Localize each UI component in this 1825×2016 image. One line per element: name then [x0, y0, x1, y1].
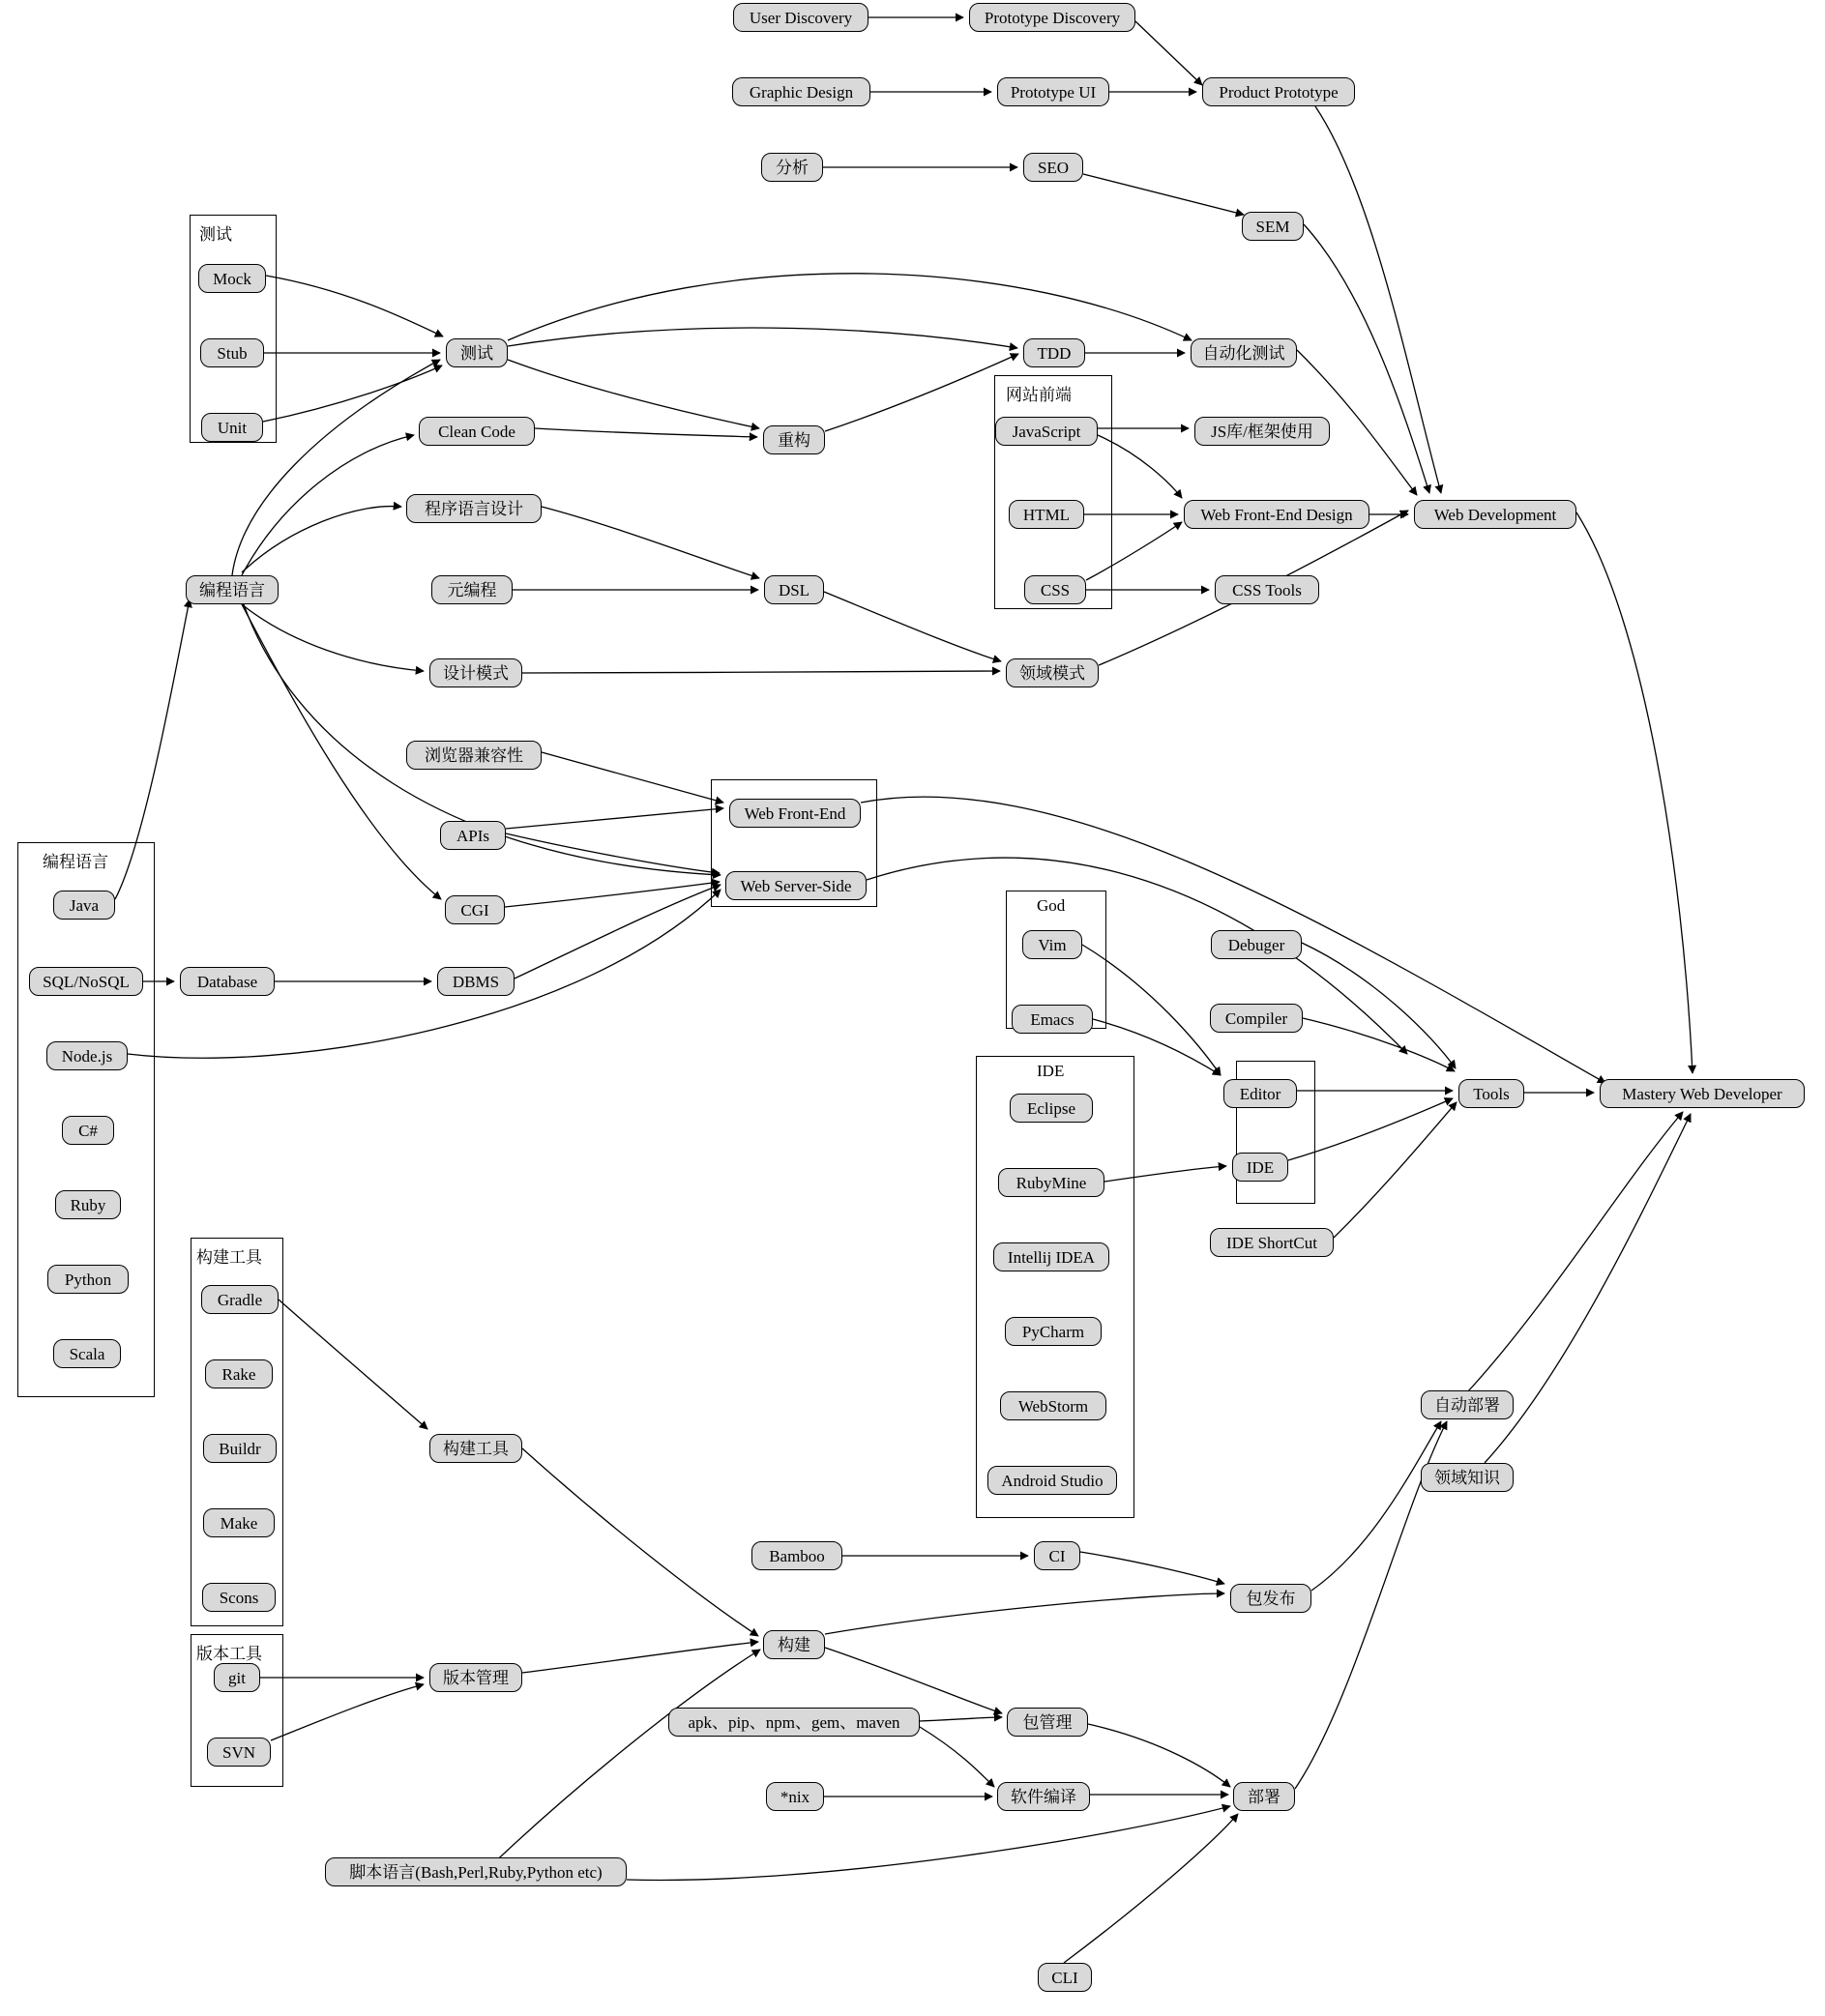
- node-compiler[interactable]: Compiler: [1210, 1004, 1303, 1033]
- node-rubymine[interactable]: RubyMine: [998, 1168, 1104, 1197]
- node-domain-patterns[interactable]: 领域模式: [1006, 658, 1099, 687]
- node-make[interactable]: Make: [203, 1508, 275, 1537]
- node-webstorm[interactable]: WebStorm: [1000, 1391, 1106, 1420]
- node-cgi[interactable]: CGI: [445, 895, 505, 924]
- node-css[interactable]: CSS: [1024, 575, 1086, 604]
- node-metaprogramming[interactable]: 元编程: [431, 575, 513, 604]
- node-pycharm[interactable]: PyCharm: [1005, 1317, 1102, 1346]
- node-buildr[interactable]: Buildr: [203, 1434, 277, 1463]
- node-ci[interactable]: CI: [1034, 1541, 1080, 1570]
- node-sql-nosql[interactable]: SQL/NoSQL: [29, 967, 143, 996]
- cluster-programming-languages-label: 编程语言: [43, 853, 108, 871]
- node-web-front-end-design[interactable]: Web Front-End Design: [1184, 500, 1369, 529]
- cluster-build-tools-label: 构建工具: [196, 1248, 262, 1267]
- node-browser-compatibility[interactable]: 浏览器兼容性: [406, 741, 542, 770]
- node-analysis[interactable]: 分析: [761, 153, 823, 182]
- node-web-server-side[interactable]: Web Server-Side: [725, 871, 867, 900]
- node-apis[interactable]: APIs: [440, 821, 506, 850]
- node-sem[interactable]: SEM: [1242, 212, 1304, 241]
- node-bamboo[interactable]: Bamboo: [751, 1541, 842, 1570]
- cluster-website-frontend-label: 网站前端: [1006, 386, 1072, 404]
- node-ruby[interactable]: Ruby: [55, 1190, 121, 1219]
- cluster-ide: [976, 1056, 1134, 1518]
- node-design-patterns[interactable]: 设计模式: [429, 658, 522, 687]
- node-software-compile[interactable]: 软件编译: [997, 1782, 1090, 1811]
- node-build-tool[interactable]: 构建工具: [429, 1434, 522, 1463]
- node-auto-deploy[interactable]: 自动部署: [1421, 1390, 1514, 1419]
- node-cli[interactable]: CLI: [1038, 1963, 1092, 1992]
- node-prototype-discovery[interactable]: Prototype Discovery: [969, 3, 1135, 32]
- node-database[interactable]: Database: [180, 967, 275, 996]
- node-seo[interactable]: SEO: [1023, 153, 1083, 182]
- node-testing[interactable]: 测试: [446, 338, 508, 367]
- cluster-test: [190, 215, 277, 443]
- node-mastery-web-developer[interactable]: Mastery Web Developer: [1600, 1079, 1805, 1108]
- cluster-ide-label: IDE: [1037, 1062, 1065, 1080]
- cluster-test-label: 测试: [199, 225, 232, 244]
- cluster-version-tools-label: 版本工具: [196, 1645, 262, 1663]
- node-javascript[interactable]: JavaScript: [995, 417, 1098, 446]
- node-user-discovery[interactable]: User Discovery: [733, 3, 868, 32]
- node-csharp[interactable]: C#: [62, 1116, 114, 1145]
- node-scala[interactable]: Scala: [53, 1339, 121, 1368]
- node-vim[interactable]: Vim: [1022, 930, 1082, 959]
- node-programming-language[interactable]: 编程语言: [186, 575, 279, 604]
- node-tdd[interactable]: TDD: [1023, 338, 1085, 367]
- node-debuger[interactable]: Debuger: [1211, 930, 1302, 959]
- node-dsl[interactable]: DSL: [764, 575, 824, 604]
- node-git[interactable]: git: [214, 1663, 260, 1692]
- node-html[interactable]: HTML: [1009, 500, 1084, 529]
- node-nix[interactable]: *nix: [766, 1782, 824, 1811]
- node-java[interactable]: Java: [53, 891, 115, 920]
- node-emacs[interactable]: Emacs: [1012, 1005, 1093, 1034]
- node-python[interactable]: Python: [47, 1265, 129, 1294]
- node-mock[interactable]: Mock: [198, 264, 266, 293]
- node-web-development[interactable]: Web Development: [1414, 500, 1576, 529]
- node-editor[interactable]: Editor: [1223, 1079, 1297, 1108]
- node-android-studio[interactable]: Android Studio: [987, 1466, 1117, 1495]
- node-svn[interactable]: SVN: [207, 1738, 271, 1767]
- node-automated-testing[interactable]: 自动化测试: [1191, 338, 1297, 367]
- node-gradle[interactable]: Gradle: [201, 1285, 279, 1314]
- node-ide-shortcut[interactable]: IDE ShortCut: [1210, 1228, 1334, 1257]
- node-rake[interactable]: Rake: [205, 1359, 273, 1388]
- node-build[interactable]: 构建: [763, 1630, 825, 1659]
- node-js-libraries[interactable]: JS库/框架使用: [1194, 417, 1330, 446]
- node-language-design[interactable]: 程序语言设计: [406, 494, 542, 523]
- node-scons[interactable]: Scons: [202, 1583, 276, 1612]
- node-ide[interactable]: IDE: [1232, 1153, 1288, 1182]
- node-nodejs[interactable]: Node.js: [46, 1041, 128, 1070]
- node-prototype-ui[interactable]: Prototype UI: [997, 77, 1109, 106]
- node-script-languages[interactable]: 脚本语言(Bash,Perl,Ruby,Python etc): [325, 1857, 627, 1886]
- node-eclipse[interactable]: Eclipse: [1010, 1094, 1093, 1123]
- node-tools[interactable]: Tools: [1458, 1079, 1524, 1108]
- node-package-release[interactable]: 包发布: [1230, 1584, 1311, 1613]
- node-dbms[interactable]: DBMS: [437, 967, 515, 996]
- node-graphic-design[interactable]: Graphic Design: [732, 77, 870, 106]
- cluster-god-label: God: [1037, 896, 1066, 915]
- node-web-front-end[interactable]: Web Front-End: [729, 799, 861, 828]
- node-clean-code[interactable]: Clean Code: [419, 417, 535, 446]
- node-intellij-idea[interactable]: Intellij IDEA: [993, 1242, 1109, 1271]
- node-package-list[interactable]: apk、pip、npm、gem、maven: [668, 1708, 920, 1737]
- node-refactoring[interactable]: 重构: [763, 425, 825, 454]
- node-css-tools[interactable]: CSS Tools: [1215, 575, 1319, 604]
- node-deploy[interactable]: 部署: [1233, 1782, 1295, 1811]
- node-unit[interactable]: Unit: [201, 413, 263, 442]
- node-domain-knowledge[interactable]: 领域知识: [1421, 1463, 1514, 1492]
- node-package-management[interactable]: 包管理: [1007, 1708, 1088, 1737]
- node-product-prototype[interactable]: Product Prototype: [1202, 77, 1355, 106]
- cluster-website-frontend: [994, 375, 1112, 609]
- node-version-management[interactable]: 版本管理: [429, 1663, 522, 1692]
- node-stub[interactable]: Stub: [200, 338, 264, 367]
